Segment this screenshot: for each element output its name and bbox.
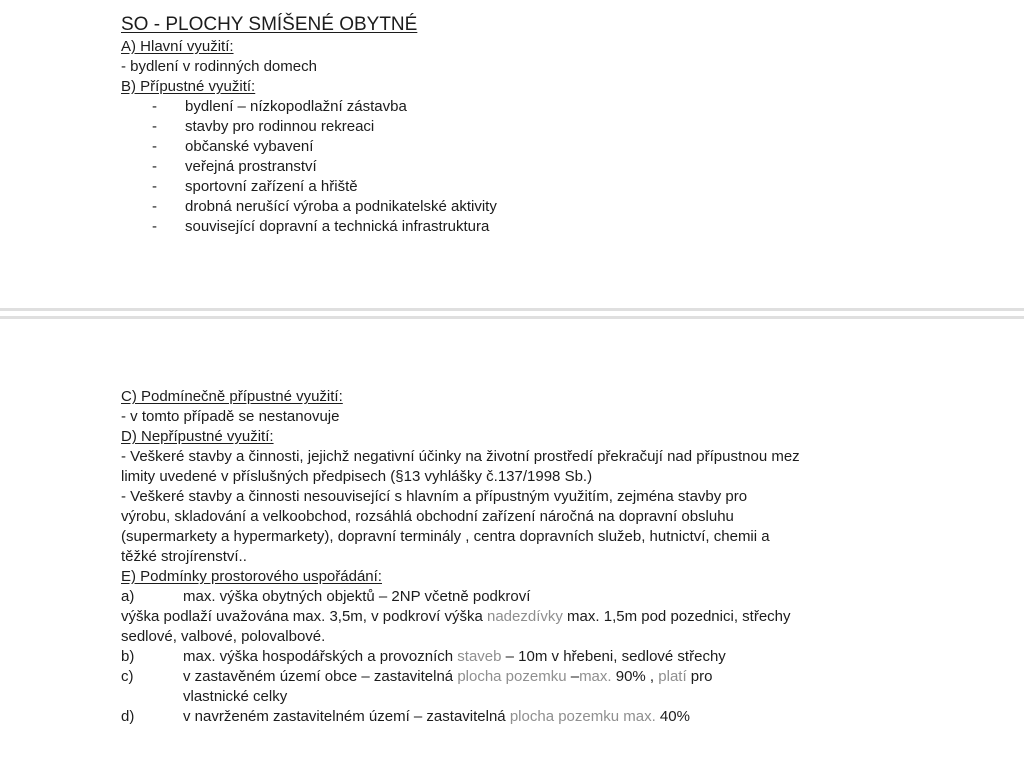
text-segment: SO - PLOCHY SMÍŠENÉ OBYTNÉ: [121, 14, 418, 35]
text-segment: max. 1,5m pod pozednici, střechy: [562, 608, 791, 625]
text-segment: - Veškeré stavby a činnosti nesouvisející s hlavním a přípustným využitím, zejména stavby pro: [121, 488, 748, 505]
item-letter: c): [121, 668, 134, 685]
document-title: [121, 12, 1024, 37]
continuation-line: [183, 687, 1024, 707]
line-text: [121, 58, 317, 75]
text-segment: E) Podmínky prostorového uspořádání:: [121, 568, 382, 585]
line-text: [185, 138, 313, 155]
text-segment: max. výška obytných objektů – 2NP včetně podkroví: [183, 588, 531, 605]
text-segment: sportovní zařízení a hřiště: [185, 178, 358, 195]
text-segment: - v tomto případě se nestanovuje: [121, 408, 340, 425]
section-heading: [121, 77, 1024, 97]
muted-word: staveb: [457, 648, 502, 665]
paragraph-line: [121, 487, 1024, 507]
item-letter: d): [121, 708, 135, 725]
line-text: [183, 688, 287, 705]
line-text: [185, 178, 358, 195]
lettered-item: [121, 667, 1024, 687]
bullet-dash: -: [152, 218, 157, 235]
line-text: [121, 548, 247, 565]
line-text: [183, 708, 690, 725]
text-segment: –: [566, 668, 580, 685]
text-segment: D) Nepřípustné využití:: [121, 428, 274, 445]
paragraph-line: [121, 507, 1024, 527]
line-text: [121, 508, 734, 525]
lettered-item: [121, 707, 1024, 727]
muted-word: nadezdívky: [487, 608, 563, 625]
text-segment: - bydlení v rodinných domech: [121, 58, 317, 75]
text-segment: – 10m v hřebeni, sedlové střechy: [501, 648, 726, 665]
bullet-item: [152, 157, 1024, 177]
bullet-dash: -: [152, 98, 157, 115]
paragraph-line: [121, 527, 1024, 547]
bullet-item: [152, 97, 1024, 117]
line-text: [121, 448, 800, 465]
bullet-item: [152, 137, 1024, 157]
section-heading: [121, 387, 1024, 407]
muted-word: max.: [623, 708, 656, 725]
line-text: [121, 388, 343, 405]
bullet-dash: -: [152, 178, 157, 195]
text-segment: výrobu, skladování a velkoobchod, rozsáhlá obchodní zařízení náročná na dopravní obsluhu: [121, 508, 734, 525]
section-heading: [121, 37, 1024, 57]
text-segment: drobná nerušící výroba a podnikatelské aktivity: [185, 198, 497, 215]
line-text: [121, 608, 791, 625]
text-segment: v navrženém zastavitelném území – zastavitelná: [183, 708, 510, 725]
line-text: [121, 408, 339, 425]
bullet-dash: -: [152, 138, 157, 155]
line-text: [183, 668, 713, 685]
line-text: [185, 198, 497, 215]
line-text: [121, 14, 417, 35]
lettered-item: [121, 647, 1024, 667]
line-text: [121, 78, 255, 95]
text-segment: 90% ,: [611, 668, 659, 685]
paragraph-line: [121, 627, 1024, 647]
bullet-dash: -: [152, 198, 157, 215]
line-text: [185, 118, 374, 135]
page-break-divider: [0, 308, 1024, 319]
section-heading: [121, 427, 1024, 447]
line-text: [183, 648, 726, 665]
item-letter: a): [121, 588, 135, 605]
text-segment: stavby pro rodinnou rekreaci: [185, 118, 375, 135]
line-text: [121, 428, 274, 445]
paragraph-line: [121, 547, 1024, 567]
text-segment: sedlové, valbové, polovalbové.: [121, 628, 326, 645]
muted-word: plocha pozemku: [509, 708, 620, 725]
spacer: [0, 319, 1024, 387]
muted-word: plocha pozemku: [457, 668, 567, 685]
text-segment: A) Hlavní využití:: [121, 38, 234, 55]
text-segment: - Veškeré stavby a činnosti, jejichž negativní účinky na životní prostředí překračují nad přípustnou mez: [121, 448, 800, 465]
text-segment: výška podlaží uvažována max. 3,5m, v podkroví výška: [121, 608, 487, 625]
line-text: [121, 488, 747, 505]
text-segment: bydlení – nízkopodlažní zástavba: [185, 98, 407, 115]
line-text: [121, 528, 770, 545]
text-segment: 40%: [655, 708, 690, 725]
spacer: [0, 237, 1024, 308]
text-segment: občanské vybavení: [185, 138, 314, 155]
text-segment: C) Podmínečně přípustné využití:: [121, 388, 343, 405]
muted-word: max.: [579, 668, 612, 685]
bullet-item: [152, 177, 1024, 197]
text-segment: max. výška hospodářských a provozních: [183, 648, 458, 665]
item-letter: b): [121, 648, 135, 665]
line-text: [121, 628, 325, 645]
text-segment: pro: [686, 668, 713, 685]
paragraph-line: [121, 447, 1024, 467]
muted-word: platí: [658, 668, 687, 685]
line-text: [121, 468, 592, 485]
line-text: [185, 98, 407, 115]
bullet-item: [152, 217, 1024, 237]
paragraph-line: [121, 57, 1024, 77]
section-heading: [121, 567, 1024, 587]
text-segment: veřejná prostranství: [185, 158, 317, 175]
bullet-dash: -: [152, 158, 157, 175]
text-segment: vlastnické celky: [183, 688, 288, 705]
bullet-dash: -: [152, 118, 157, 135]
paragraph-line: [121, 467, 1024, 487]
line-text: [185, 218, 489, 235]
paragraph-line: [121, 607, 1024, 627]
line-text: [121, 568, 382, 585]
line-text: [185, 158, 317, 175]
line-text: [121, 38, 234, 55]
line-text: [183, 588, 530, 605]
bullet-item: [152, 197, 1024, 217]
text-segment: B) Přípustné využití:: [121, 78, 256, 95]
bullet-item: [152, 117, 1024, 137]
paragraph-line: [121, 407, 1024, 427]
text-segment: v zastavěném území obce – zastavitelná: [183, 668, 458, 685]
text-segment: limity uvedené v příslušných předpisech (§13 vyhlášky č.137/1998 Sb.): [121, 468, 593, 485]
text-segment: související dopravní a technická infrastruktura: [185, 218, 490, 235]
text-segment: (supermarkety a hypermarkety), dopravní terminály , centra dopravních služeb, hutnictví, chemii a: [121, 528, 770, 545]
text-segment: těžké strojírenství..: [121, 548, 247, 565]
lettered-item: [121, 587, 1024, 607]
